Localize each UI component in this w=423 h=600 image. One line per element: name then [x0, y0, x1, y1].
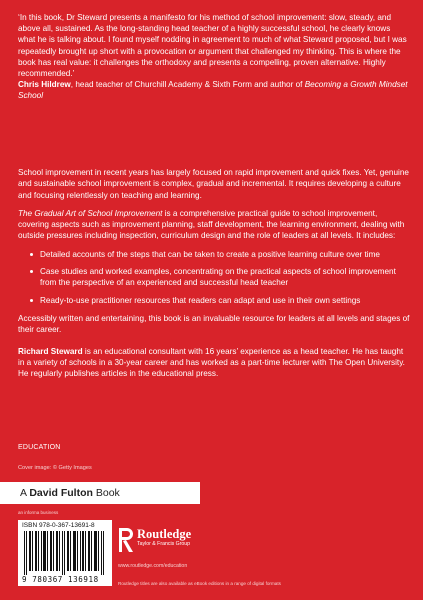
barcode-icon — [22, 531, 108, 575]
list-item — [30, 295, 410, 306]
quote-text: ‘In this book, Dr Steward presents a manifesto for his method of school improvement: slow, steady, and above all, sustained. As the long-standing head teacher of a highly successful school, he clearly knows what he is talking about. I found myself nodding in agreement to much of what Steward proposed, but I was repeatedly brought up short with a provocation or argument that challenged my thinking. This is where the book has real value: it challenges the orthodoxy and presents a compelling, proven alternative. Highly recommended.’ — [18, 13, 407, 79]
endorsement-quote — [18, 12, 408, 102]
list-item-text: Detailed accounts of the steps that can be taken to create a positive learning culture over time — [40, 249, 380, 259]
blurb-paragraph-2-rest: is a comprehensive practical guide to school improvement, covering aspects such as improvement planning, staff development, the learning environment, dealing with outside pressures including inspection, curriculum design and the role of leaders at all levels. It includes: — [18, 208, 405, 241]
informa-tagline: an informa business — [18, 510, 59, 515]
imprint-prefix: A — [20, 487, 30, 499]
blurb-paragraph-2 — [18, 208, 410, 242]
blurb-paragraph-3: Accessibly written and entertaining, this book is an invaluable resource for leaders at all levels and stages of their career. — [18, 313, 410, 335]
book-title-inline: The Gradual Art of School Improvement — [18, 208, 163, 218]
cover-image-credit: Cover image: © Getty Images — [18, 465, 92, 471]
publisher-group: Taylor & Francis Group — [137, 541, 191, 547]
publisher-name: Routledge — [137, 527, 192, 541]
list-item-text: Case studies and worked examples, concentrating on the practical aspects of school improvement from the perspective of an experienced and successful head teacher — [40, 267, 396, 288]
imprint-banner — [0, 482, 200, 504]
imprint-brand: David Fulton — [29, 487, 93, 499]
routledge-logo-icon — [118, 528, 134, 552]
publisher-url: www.routledge.com/education — [118, 563, 188, 569]
author-name: Richard Steward — [18, 346, 83, 356]
quote-attribution — [18, 79, 408, 101]
list-item — [30, 249, 410, 260]
attribution-book: Becoming a Growth Mindset School — [18, 80, 408, 101]
blurb-paragraph-1: School improvement in recent years has largely focused on rapid improvement and quick fixes. Yet, genuine and sustainable school improvement is complex, gradual and incremental. It requires developing a culture and focusing relentlessly on teaching and learning. — [18, 168, 409, 200]
blurb — [18, 167, 410, 386]
attribution-name: Chris Hildrew — [18, 80, 71, 90]
feature-list — [30, 249, 410, 306]
bullet-icon — [30, 253, 33, 256]
barcode-number: 9 780367 136918 — [22, 575, 99, 584]
author-bio-text: is an educational consultant with 16 years’ experience as a head teacher. He has taught in a variety of schools in a 30-year career and has worked as a part-time lecturer with The Open University. He regularly publishes articles in the educational press. — [18, 346, 405, 379]
bullet-icon — [30, 299, 33, 302]
bullet-icon — [30, 270, 33, 273]
attribution-role: , head teacher of Churchill Academy & Sixth Form and author of — [70, 80, 305, 90]
barcode-panel — [18, 520, 112, 586]
list-item-text: Ready-to-use practitioner resources that readers can adapt and use in their own settings — [40, 295, 361, 305]
imprint-suffix: Book — [92, 487, 120, 499]
author-bio — [18, 346, 410, 380]
subject-category: EDUCATION — [18, 444, 61, 451]
isbn-label: ISBN 978-0-367-13691-8 — [22, 522, 95, 529]
list-item — [30, 266, 410, 289]
ebook-note: Routledge titles are also available as eBook editions in a range of digital formats — [118, 581, 281, 586]
